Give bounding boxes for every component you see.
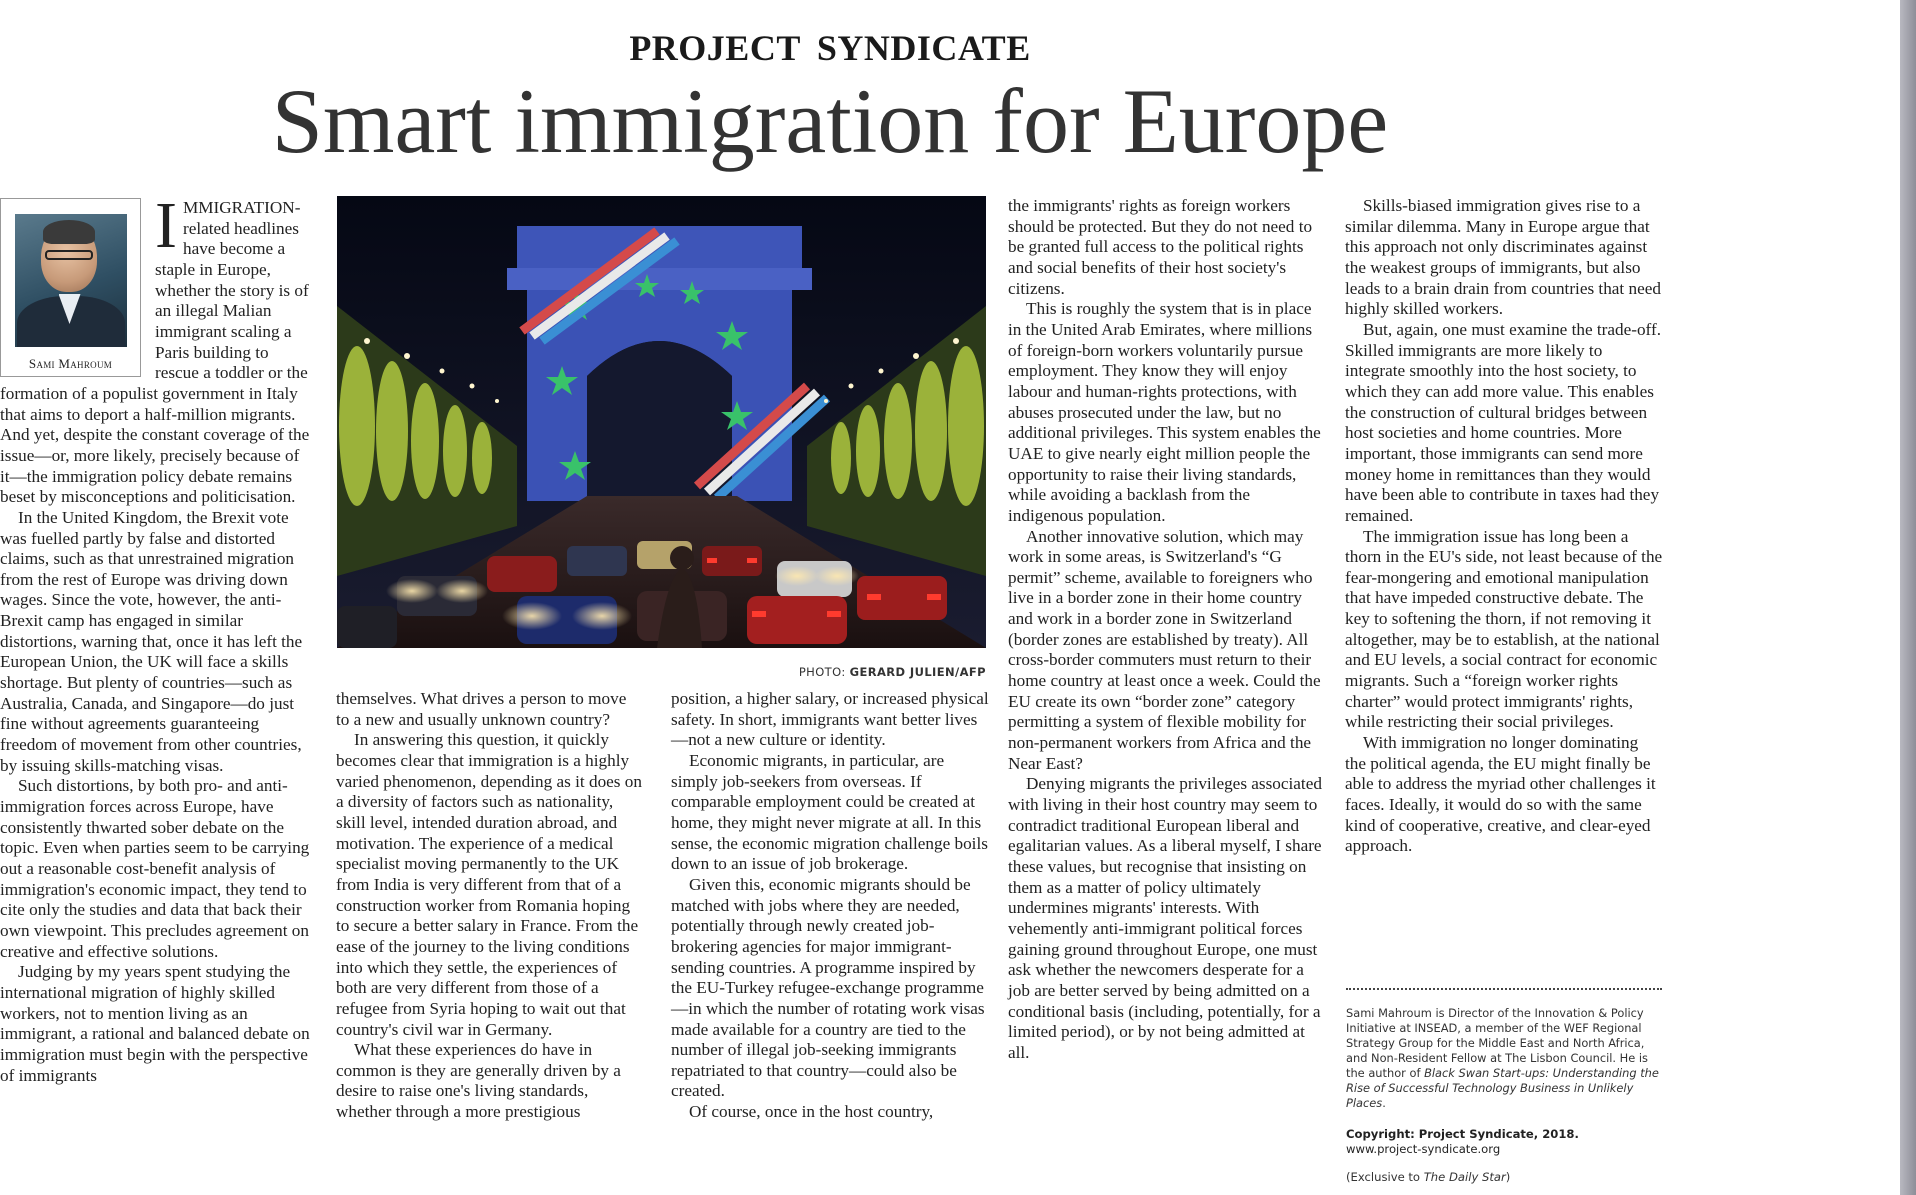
article-paragraph: What these experiences do have in common is they are generally driven by a desire to raise one's living standards, whether through a more prestigious	[336, 1040, 621, 1122]
article-paragraph: In the United Kingdom, the Brexit vote was fuelled partly by false and distorted claims, such as that unrestrained migration from the rest of Europe was driving down wages. Since the vote, however, the anti-Brexit camp has engaged in similar distortions, warning that, once it has left the European Union, the UK will face a skills shortage. But plenty of countries—such as Australia, Canada, and Singapore—do just fine without agreements guaranteeing freedom of movement from other countries, by issuing skills-matching visas.	[0, 507, 303, 775]
article-column-2	[336, 689, 644, 1123]
article-paragraph: But, again, one must examine the trade-off. Skilled immigrants are more likely to integrate smoothly into the host society, to which they can add more value. This enables the construction of cultural bridges between host societies and home countries. More important, those immigrants can send more money home in remittances than they would have been able to contribute in taxes had they remained.	[1345, 319, 1661, 525]
article-column-1	[0, 189, 313, 1086]
author-photo	[15, 214, 127, 347]
headline: Smart immigration for Europe	[271, 70, 1389, 172]
article-paragraph: Judging by my years spent studying the international migration of highly skilled workers, not to mention living as an immigrant, a rational and balanced debate on immigration must begin with the perspective of immigrants	[0, 962, 310, 1085]
article-paragraph: Another innovative solution, which may work in some areas, is Switzerland's “G permit” scheme, available to foreigners who live in a border zone in their home country and work in a border zone in Switzerland (border zones are established by treaty). All cross-border commuters must return to their home country at least once a week. Could the EU create its own “border zone” category permitting a system of flexible mobility for non-permanent workers from Africa and the Near East?	[1008, 526, 1321, 773]
article-paragraph: position, a higher salary, or increased physical safety. In short, immigrants want better lives—not a new culture or identity.	[671, 689, 989, 750]
exclusive-note: (Exclusive to The Daily Star)	[1346, 1170, 1511, 1184]
arc-de-triomphe-photo	[337, 196, 986, 648]
author-name: Sami Mahroum	[28, 356, 113, 371]
dotted-divider	[1346, 988, 1662, 990]
author-bio: Sami Mahroum is Director of the Innovation & Policy Initiative at INSEAD, a member of the WEF Regional Strategy Group for the Middle East and North Africa, and Non-Resident Fellow at The Lisbon Council. He is the author of Black Swan Start-ups: Understanding the Rise of Successful Technology Business in Unlikely Places.	[1346, 1006, 1659, 1110]
article-paragraph: In answering this question, it quickly becomes clear that immigration is a highly varied phenomenon, depending as it does on a diversity of factors such as nationality, skill level, intended duration abroad, and motivation. The experience of a medical specialist moving permanently to the UK from India is very different from that of a construction worker from Romania hoping to secure a better salary in France. From the ease of the journey to the living conditions into which they settle, the experiences of both are very different from those of a refugee from Syria hoping to wait out that country's civil war in Germany.	[336, 730, 642, 1039]
copyright-notice	[1346, 1127, 1662, 1157]
article-paragraph: Skills-biased immigration gives rise to a similar dilemma. Many in Europe argue that this approach not only discriminates against the weakest groups of immigrants, but also leads to a brain drain from countries that need highly skilled workers.	[1345, 196, 1661, 319]
article-paragraph: Denying migrants the privileges associated with living in their host country may seem to contradict traditional European liberal and egalitarian values. As a liberal myself, I share these values, but recognise that insisting on them as a matter of policy ultimately undermines migrants' interests. With vehemently anti-immigrant political forces gaining ground throughout Europe, one must ask whether the newcomers desperate for a job are better served by being admitted on a conditional basis (including, potentially, for a limited period), or by not being admitted at all.	[1008, 774, 1322, 1062]
masthead-right: SYNDICATE	[816, 28, 1031, 68]
photo-caption: PHOTO: GERARD JULIEN/AFP	[798, 665, 986, 679]
website-link[interactable]: www.project-syndicate.org	[1346, 1142, 1501, 1156]
article-paragraph: Given this, economic migrants should be matched with jobs where they are needed, potentially through newly created job-brokering agencies for major immigrant-sending countries. A programme inspired by the EU-Turkey refugee-exchange programme—in which the number of rotating work visas made available for a country are tied to the number of illegal job-seeking immigrants repatriated to that country—could also be created.	[671, 874, 985, 1101]
masthead-logo	[629, 26, 1031, 70]
book-title: Black Swan Start-ups: Understanding the Rise of Successful Technology Business in Unlikely Places	[1346, 1066, 1659, 1110]
photo-credit: GERARD JULIEN/AFP	[849, 665, 986, 679]
article-paragraph: the immigrants' rights as foreign workers should be protected. But they do not need to be granted full access to the political rights and social benefits of their host society's citizens.	[1008, 196, 1313, 298]
copyright-line: Copyright: Project Syndicate, 2018.	[1346, 1127, 1579, 1141]
article-paragraph: With immigration no longer dominating the political agenda, the EU might finally be able to address the myriad other challenges it faces. Ideally, it would do so with the same kind of cooperative, creative, and clear-eyed approach.	[1345, 733, 1656, 856]
newspaper-name: The Daily Star	[1423, 1170, 1506, 1184]
article-column-5	[1345, 196, 1663, 857]
lead-caps: MMIGRATION-	[182, 198, 301, 217]
article-column-4	[1008, 196, 1326, 1064]
article-column-3	[671, 689, 989, 1123]
article-paragraph: The immigration issue has long been a thorn in the EU's side, not least because of the fear-mongering and emotional manipulation that have impeded constructive debate. The key to softening the thorn, if not removing it altogether, may be to establish, at the national and EU levels, a social contract for economic migrants. Such a “foreign worker rights charter” would protect immigrants' rights, while restricting their social privileges.	[1345, 526, 1663, 732]
drop-cap: I	[155, 189, 177, 262]
masthead-left: PROJECT	[629, 28, 801, 68]
article-paragraph: This is roughly the system that is in place in the United Arab Emirates, where millions of foreign-born workers voluntarily pursue employment. They know they will enjoy labour and human-rights protections, with abuses prosecuted under the law, but no additional privileges. This system enables the UAE to give nearly eight million people the opportunity to raise their living standards, while avoiding a backlash from the indigenous population.	[1008, 299, 1321, 525]
article-paragraph: Of course, once in the host country,	[689, 1102, 934, 1122]
article-paragraph: themselves. What drives a person to move to a new and usually unknown country?	[336, 689, 627, 729]
author-box	[0, 198, 141, 377]
photo-illustration	[337, 196, 986, 648]
article-paragraph: IMMIGRATION- related headlines have become a staple in Europe, whether the story is of an illegal Malian immigrant scaling a Paris building to rescue a toddler or the formation of a populist government in Italy that aims to deport a half-million migrants. And yet, despite the constant coverage of the issue—or, more likely, precisely because of it—the immigration policy debate remains beset by misconceptions and politicisation.	[0, 189, 310, 507]
article-paragraph: Economic migrants, in particular, are simply job-seekers from overseas. If comparable employment could be created at home, they might never migrate at all. In this sense, the economic migration challenge boils down to an issue of job brokerage.	[671, 750, 988, 874]
page-edge	[1900, 0, 1916, 1195]
article-paragraph: Such distortions, by both pro- and anti- immigration forces across Europe, have consistently thwarted sober debate on the topic. Even when parties seem to be carrying out a reasonable cost-benefit analysis of immigration's economic impact, they tend to cite only the studies and data that back their own viewpoint. This precludes agreement on creative and effective solutions.	[0, 776, 310, 961]
